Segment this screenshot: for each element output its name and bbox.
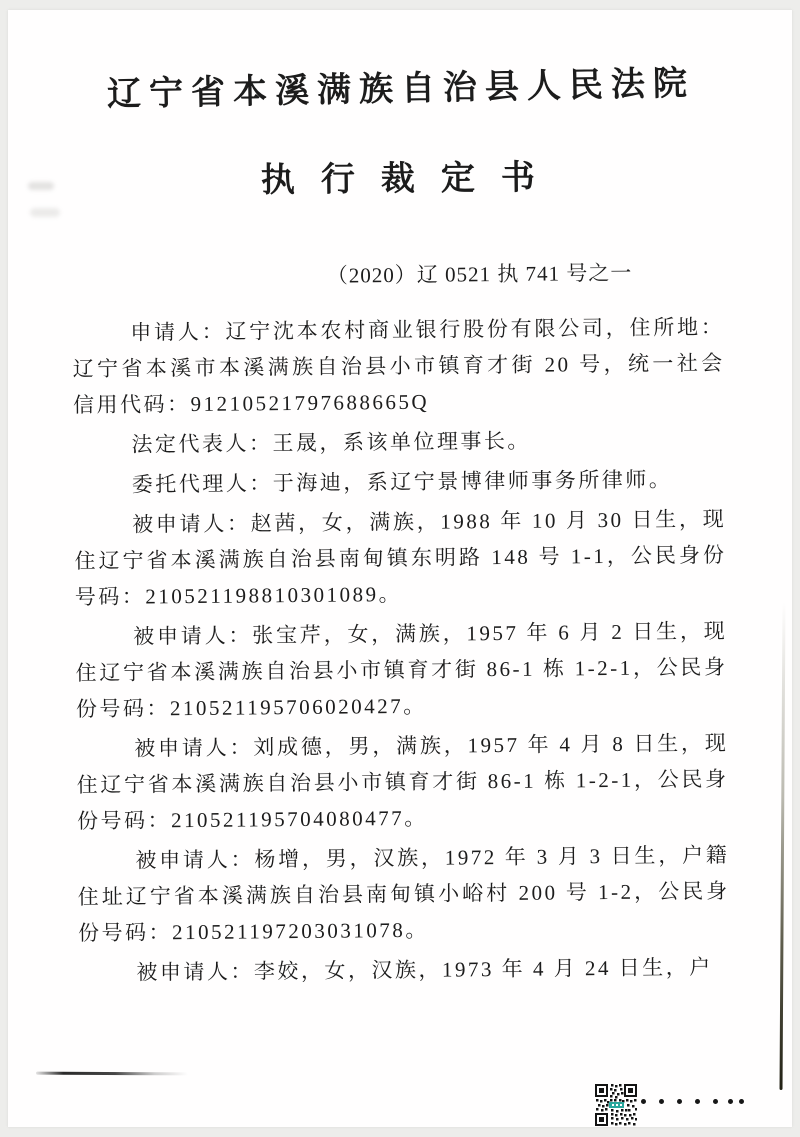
document-page bbox=[8, 10, 792, 1127]
paragraph-applicant: 申请人：辽宁沈本农村商业银行股份有限公司，住所地：辽宁省本溪市本溪满族自治县小市镇育才街 20 号，统一社会信用代码：91210521797688665Q bbox=[72, 314, 725, 418]
paragraph-respondent-4: 被申请人：杨增，男，汉族，1972 年 3 月 3 日生，户籍住址辽宁省本溪满族自治县南甸镇小峪村 200 号 1-2，公民身份号码：210521197203031078。 bbox=[77, 842, 730, 946]
footer-dot bbox=[713, 1099, 718, 1104]
footer-dot bbox=[695, 1099, 700, 1104]
qr-code-icon bbox=[595, 1084, 637, 1126]
paragraph-legal-representative: 法定代表人：王晟，系该单位理事长。 bbox=[131, 428, 531, 457]
footer-dot bbox=[728, 1099, 733, 1104]
footer-dot bbox=[677, 1099, 682, 1104]
footer-dot bbox=[739, 1099, 744, 1104]
paragraph-respondent-2: 被申请人：张宝芹，女，满族，1957 年 6 月 2 日生，现住辽宁省本溪满族自治县小市镇育才街 86-1 栋 1-2-1，公民身份号码：210521195706020427。 bbox=[75, 618, 728, 722]
footer-dot-row bbox=[641, 1099, 745, 1104]
scan-scratch-mark bbox=[36, 1072, 188, 1076]
paragraph-respondent-5: 被申请人：李姣，女，汉族，1973 年 4 月 24 日生，户 bbox=[136, 955, 713, 985]
document-title: 执行裁定书 bbox=[260, 159, 562, 200]
case-number: （2020）辽 0521 执 741 号之一 bbox=[326, 260, 633, 288]
court-name: 辽宁省本溪满族自治县人民法院 bbox=[106, 65, 696, 114]
document-content bbox=[8, 10, 792, 996]
paragraph-respondent-3: 被申请人：刘成德，男，满族，1957 年 4 月 8 日生，现住辽宁省本溪满族自治县小市镇育才街 86-1 栋 1-2-1，公民身份号码：210521195704080477。 bbox=[76, 730, 729, 834]
scan-smudge bbox=[30, 208, 60, 217]
footer-dot bbox=[641, 1099, 646, 1104]
scan-smudge bbox=[28, 182, 54, 190]
paragraph-respondent-1: 被申请人：赵茜，女，满族，1988 年 10 月 30 日生，现住辽宁省本溪满族自治县南甸镇东明路 148 号 1-1，公民身份号码：210521198810301089。 bbox=[74, 506, 727, 610]
footer-dot bbox=[659, 1099, 664, 1104]
document-body bbox=[8, 308, 792, 991]
paragraph-attorney: 委托代理人：于海迪，系辽宁景博律师事务所律师。 bbox=[131, 467, 673, 497]
